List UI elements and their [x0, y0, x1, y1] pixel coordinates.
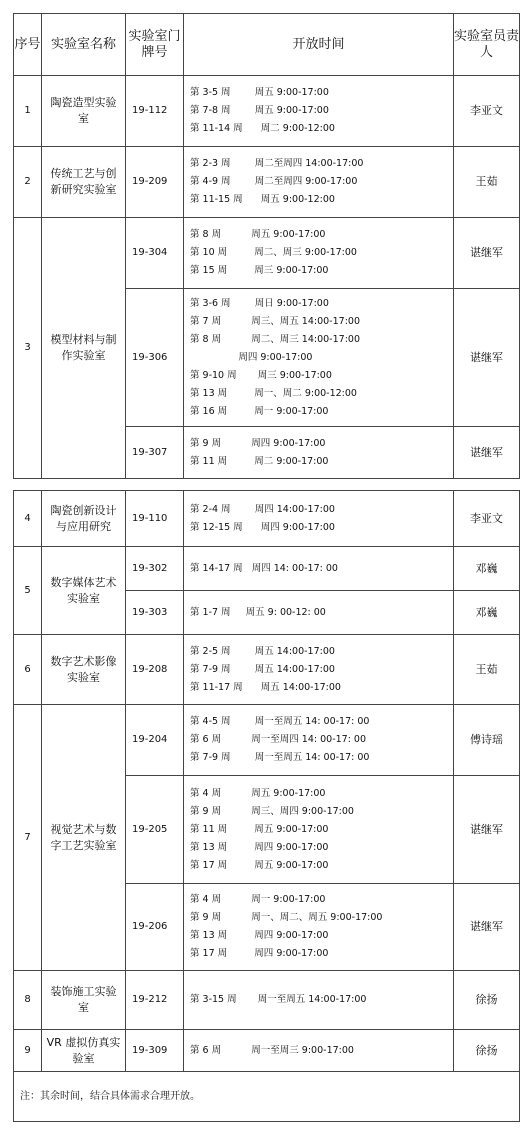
- room-number: 19-307: [126, 427, 184, 479]
- person-in-charge: 徐扬: [454, 1030, 520, 1072]
- schedule-line: 第 9-10 周 周三 9:00-17:00: [190, 369, 332, 381]
- table-row: [14, 705, 520, 776]
- person-in-charge: 谌继军: [454, 776, 520, 884]
- lab-name: 陶瓷创新设计与应用研究: [42, 491, 126, 547]
- schedule-line: 第 17 周 周五 9:00-17:00: [190, 859, 329, 871]
- table-row: [14, 635, 520, 705]
- table-row: [14, 971, 520, 1030]
- schedule-line: 第 9 周 周四 9:00-17:00: [190, 437, 326, 449]
- row-number: 6: [14, 635, 42, 705]
- schedule-line: 第 11 周 周二 9:00-17:00: [190, 455, 329, 467]
- table-1-body: [14, 76, 520, 479]
- row-number: 8: [14, 971, 42, 1030]
- schedule-line: 第 6 周 周一至周三 9:00-17:00: [190, 1044, 354, 1056]
- schedule-line: 第 17 周 周四 9:00-17:00: [190, 948, 329, 959]
- schedule-line: 第 7-9 周 周一至周五 14: 00-17: 00: [190, 752, 370, 763]
- row-number: 1: [14, 76, 42, 147]
- open-time-cell: [184, 218, 454, 289]
- person-in-charge: 徐扬: [454, 971, 520, 1030]
- schedule-line: 第 7-8 周 周五 9:00-17:00: [190, 105, 329, 116]
- person-in-charge: 谌继军: [454, 289, 520, 427]
- schedule-line: 第 11-14 周 周二 9:00-12:00: [190, 123, 335, 134]
- open-time-cell: [184, 491, 454, 547]
- schedule-line: 第 9 周 周一、周二、周五 9:00-17:00: [190, 912, 383, 923]
- schedule-line: 第 15 周 周三 9:00-17:00: [190, 265, 329, 276]
- table-2-body: [14, 491, 520, 1072]
- schedule-line: 周四 9:00-17:00: [190, 351, 313, 363]
- note-row: [14, 1072, 520, 1122]
- open-time-cell: [184, 427, 454, 479]
- lab-name: 视觉艺术与数字工艺实验室: [42, 705, 126, 971]
- table-row: [14, 76, 520, 147]
- schedule-line: 第 4-5 周 周一至周五 14: 00-17: 00: [190, 716, 370, 727]
- schedule-line: 第 13 周 周一、周二 9:00-12:00: [190, 387, 357, 399]
- room-number: 19-306: [126, 289, 184, 427]
- lab-name: 陶瓷造型实验室: [42, 76, 126, 147]
- schedule-line: 第 3-5 周 周五 9:00-17:00: [190, 87, 329, 98]
- table-row: [14, 218, 520, 289]
- person-in-charge: 谌继军: [454, 427, 520, 479]
- table-row: [14, 547, 520, 591]
- person-in-charge: 李亚文: [454, 76, 520, 147]
- lab-name: 传统工艺与创新研究实验室: [42, 147, 126, 218]
- open-time-cell: [184, 591, 454, 635]
- schedule-line: 第 11 周 周五 9:00-17:00: [190, 823, 329, 835]
- row-number: 9: [14, 1030, 42, 1072]
- schedule-line: 第 2-3 周 周二至周四 14:00-17:00: [190, 158, 364, 169]
- schedule-line: 第 4-9 周 周二至周四 9:00-17:00: [190, 176, 358, 187]
- row-number: 3: [14, 218, 42, 479]
- table-row: [14, 491, 520, 547]
- schedule-line: 第 7 周 周三、周五 14:00-17:00: [190, 315, 360, 327]
- row-number: 2: [14, 147, 42, 218]
- schedule-line: 第 12-15 周 周四 9:00-17:00: [190, 521, 335, 533]
- person-in-charge: 邓巍: [454, 591, 520, 635]
- room-number: 19-206: [126, 884, 184, 971]
- schedule-line: 第 4 周 周五 9:00-17:00: [190, 787, 326, 799]
- open-time-cell: [184, 884, 454, 971]
- open-time-cell: [184, 971, 454, 1030]
- open-time-cell: [184, 776, 454, 884]
- schedule-line: 第 13 周 周四 9:00-17:00: [190, 841, 329, 853]
- schedule-line: 第 8 周 周五 9:00-17:00: [190, 229, 326, 240]
- header-row: [14, 14, 520, 76]
- room-number: 19-205: [126, 776, 184, 884]
- person-in-charge: 王茹: [454, 635, 520, 705]
- open-time-cell: [184, 289, 454, 427]
- person-in-charge: 邓巍: [454, 547, 520, 591]
- header-name: 实验室名称: [42, 14, 126, 76]
- room-number: 19-304: [126, 218, 184, 289]
- person-in-charge: 李亚文: [454, 491, 520, 547]
- room-number: 19-212: [126, 971, 184, 1030]
- footnote: 注：其余时间，结合具体需求合理开放。: [14, 1072, 520, 1122]
- schedule-line: 第 3-15 周 周一至周五 14:00-17:00: [190, 994, 367, 1005]
- row-number: 5: [14, 547, 42, 635]
- open-time-cell: [184, 547, 454, 591]
- schedule-line: 第 4 周 周一 9:00-17:00: [190, 894, 326, 905]
- row-number: 7: [14, 705, 42, 971]
- row-number: 4: [14, 491, 42, 547]
- header-time: 开放时间: [184, 14, 454, 76]
- lab-schedule-table-1: [13, 13, 520, 479]
- open-time-cell: [184, 76, 454, 147]
- lab-name: 数字艺术影像实验室: [42, 635, 126, 705]
- lab-name: 装饰施工实验室: [42, 971, 126, 1030]
- room-number: 19-112: [126, 76, 184, 147]
- open-time-cell: [184, 705, 454, 776]
- table-row: [14, 147, 520, 218]
- schedule-line: 第 14-17 周 周四 14: 00-17: 00: [190, 562, 338, 574]
- open-time-cell: [184, 147, 454, 218]
- schedule-line: 第 6 周 周一至周四 14: 00-17: 00: [190, 734, 367, 745]
- header-person: 实验室员责人: [454, 14, 520, 76]
- schedule-line: 第 3-6 周 周日 9:00-17:00: [190, 297, 329, 309]
- person-in-charge: 谌继军: [454, 884, 520, 971]
- room-number: 19-209: [126, 147, 184, 218]
- open-time-cell: [184, 1030, 454, 1072]
- lab-name: 数字媒体艺术实验室: [42, 547, 126, 635]
- schedule-line: 第 13 周 周四 9:00-17:00: [190, 930, 329, 941]
- schedule-line: 第 10 周 周二、周三 9:00-17:00: [190, 247, 357, 258]
- header-room: 实验室门牌号: [126, 14, 184, 76]
- person-in-charge: 谌继军: [454, 218, 520, 289]
- lab-name: 模型材料与制作实验室: [42, 218, 126, 479]
- schedule-line: 第 1-7 周 周五 9: 00-12: 00: [190, 606, 326, 618]
- table-row: [14, 1030, 520, 1072]
- schedule-line: 第 2-5 周 周五 14:00-17:00: [190, 645, 335, 657]
- schedule-line: 第 7-9 周 周五 14:00-17:00: [190, 663, 335, 675]
- room-number: 19-302: [126, 547, 184, 591]
- room-number: 19-309: [126, 1030, 184, 1072]
- schedule-line: 第 11-15 周 周五 9:00-12:00: [190, 194, 335, 205]
- room-number: 19-110: [126, 491, 184, 547]
- person-in-charge: 王茹: [454, 147, 520, 218]
- room-number: 19-204: [126, 705, 184, 776]
- schedule-line: 第 16 周 周一 9:00-17:00: [190, 405, 329, 417]
- lab-schedule-table-2: [13, 490, 520, 1122]
- person-in-charge: 傅诗瑶: [454, 705, 520, 776]
- room-number: 19-208: [126, 635, 184, 705]
- room-number: 19-303: [126, 591, 184, 635]
- open-time-cell: [184, 635, 454, 705]
- schedule-line: 第 2-4 周 周四 14:00-17:00: [190, 503, 335, 515]
- schedule-line: 第 11-17 周 周五 14:00-17:00: [190, 681, 341, 693]
- schedule-line: 第 9 周 周三、周四 9:00-17:00: [190, 805, 354, 817]
- header-no: 序号: [14, 14, 42, 76]
- schedule-line: 第 8 周 周二、周三 14:00-17:00: [190, 333, 360, 345]
- lab-name: VR 虚拟仿真实验室: [42, 1030, 126, 1072]
